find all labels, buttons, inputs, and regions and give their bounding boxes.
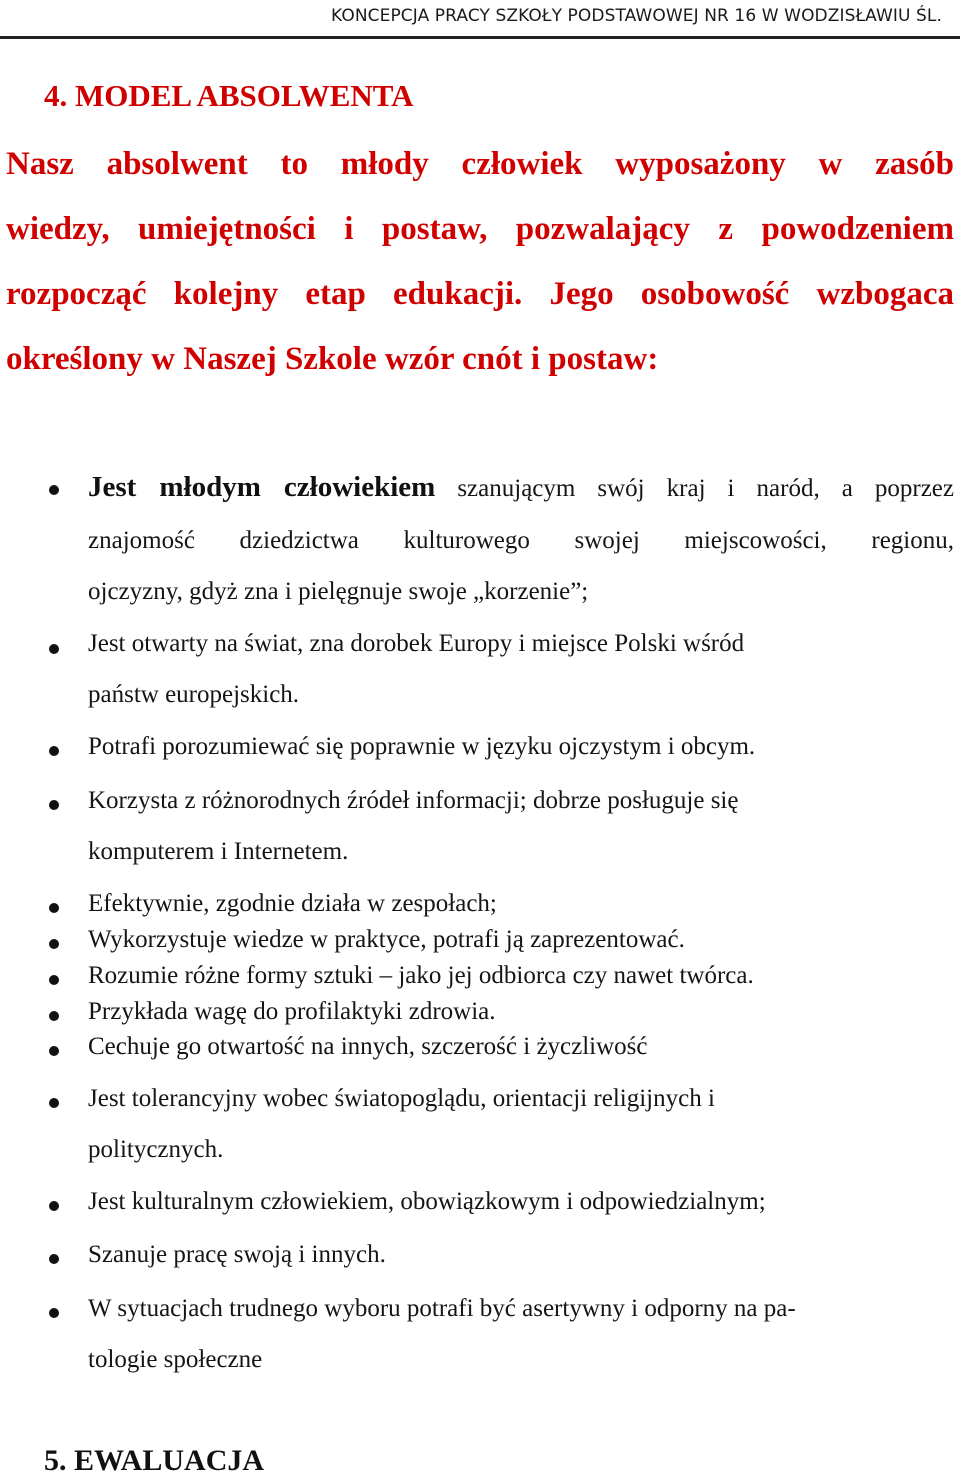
list-item-line: politycznych. [88, 1136, 224, 1163]
list-item-line: państw europejskich. [88, 681, 300, 708]
bullet-icon [49, 485, 59, 495]
list-item-line [88, 471, 954, 504]
running-header [0, 4, 960, 39]
bullet-icon [49, 1098, 59, 1108]
list-item-line: Jest kulturalnym człowiekiem, obowiązkowym i odpowiedzialnym; [88, 1188, 766, 1215]
bullet-icon [49, 939, 59, 949]
list-item-line: Rozumie różne formy sztuki – jako jej odbiorca czy nawet twórca. [88, 962, 754, 989]
list-item-line: Jest otwarty na świat, zna dorobek Europy i miejsce Polski wśród [88, 630, 745, 657]
bullet-icon [49, 903, 59, 913]
list-item-text: szanującym swój kraj i naród, a poprzez [457, 475, 954, 502]
bullet-icon [49, 1254, 59, 1264]
bullet-icon [49, 1308, 59, 1318]
list-item-line: Szanuje pracę swoją i innych. [88, 1241, 386, 1268]
list-item-lead: Jest młodym człowiekiem [88, 471, 436, 503]
list-item-line: Jest tolerancyjny wobec światopoglądu, orientacji religijnych i [88, 1085, 715, 1112]
running-header-text: KONCEPCJA PRACY SZKOŁY PODSTAWOWEJ NR 16 W WODZISŁAWIU ŚL. [331, 6, 942, 26]
list-item-line: komputerem i Internetem. [88, 838, 349, 865]
list-item-line: tologie społeczne [88, 1346, 263, 1373]
list-item-line: Przykłada wagę do profilaktyki zdrowia. [88, 998, 496, 1025]
list-item-line: znajomość dziedzictwa kulturowego swojej miejscowości, regionu, [88, 527, 954, 554]
intro-line: Nasz absolwent to młody człowiek wyposażony w zasób [6, 146, 954, 182]
list-item-line: Efektywnie, zgodnie działa w zespołach; [88, 890, 497, 917]
bullet-icon [49, 1201, 59, 1211]
list-item-line: Korzysta z różnorodnych źródeł informacji; dobrze posługuje się [88, 787, 739, 814]
bullet-icon [49, 800, 59, 810]
section-title-ewaluacja: 5. EWALUACJA [44, 1444, 265, 1477]
bullet-icon [49, 1046, 59, 1056]
list-item-line: Potrafi porozumiewać się poprawnie w języku ojczystym i obcym. [88, 733, 756, 760]
list-item-line: ojczyzny, gdyż zna i pielęgnuje swoje „korzenie”; [88, 578, 589, 605]
intro-line: określony w Naszej Szkole wzór cnót i postaw: [6, 341, 659, 377]
bullet-icon [49, 644, 59, 654]
intro-line: rozpocząć kolejny etap edukacji. Jego osobowość wzbogaca [6, 276, 954, 312]
section-title-model-absolwenta: 4. MODEL ABSOLWENTA [44, 78, 414, 113]
list-item-line: Wykorzystuje wiedze w praktyce, potrafi ją zaprezentować. [88, 926, 685, 953]
list-item-line: W sytuacjach trudnego wyboru potrafi być asertywny i odporny na pa- [88, 1295, 796, 1322]
bullet-icon [49, 1011, 59, 1021]
intro-line: wiedzy, umiejętności i postaw, pozwalający z powodzeniem [6, 211, 954, 247]
list-item-line: Cechuje go otwartość na innych, szczerość i życzliwość [88, 1033, 648, 1060]
bullet-icon [49, 975, 59, 985]
bullet-icon [49, 746, 59, 756]
